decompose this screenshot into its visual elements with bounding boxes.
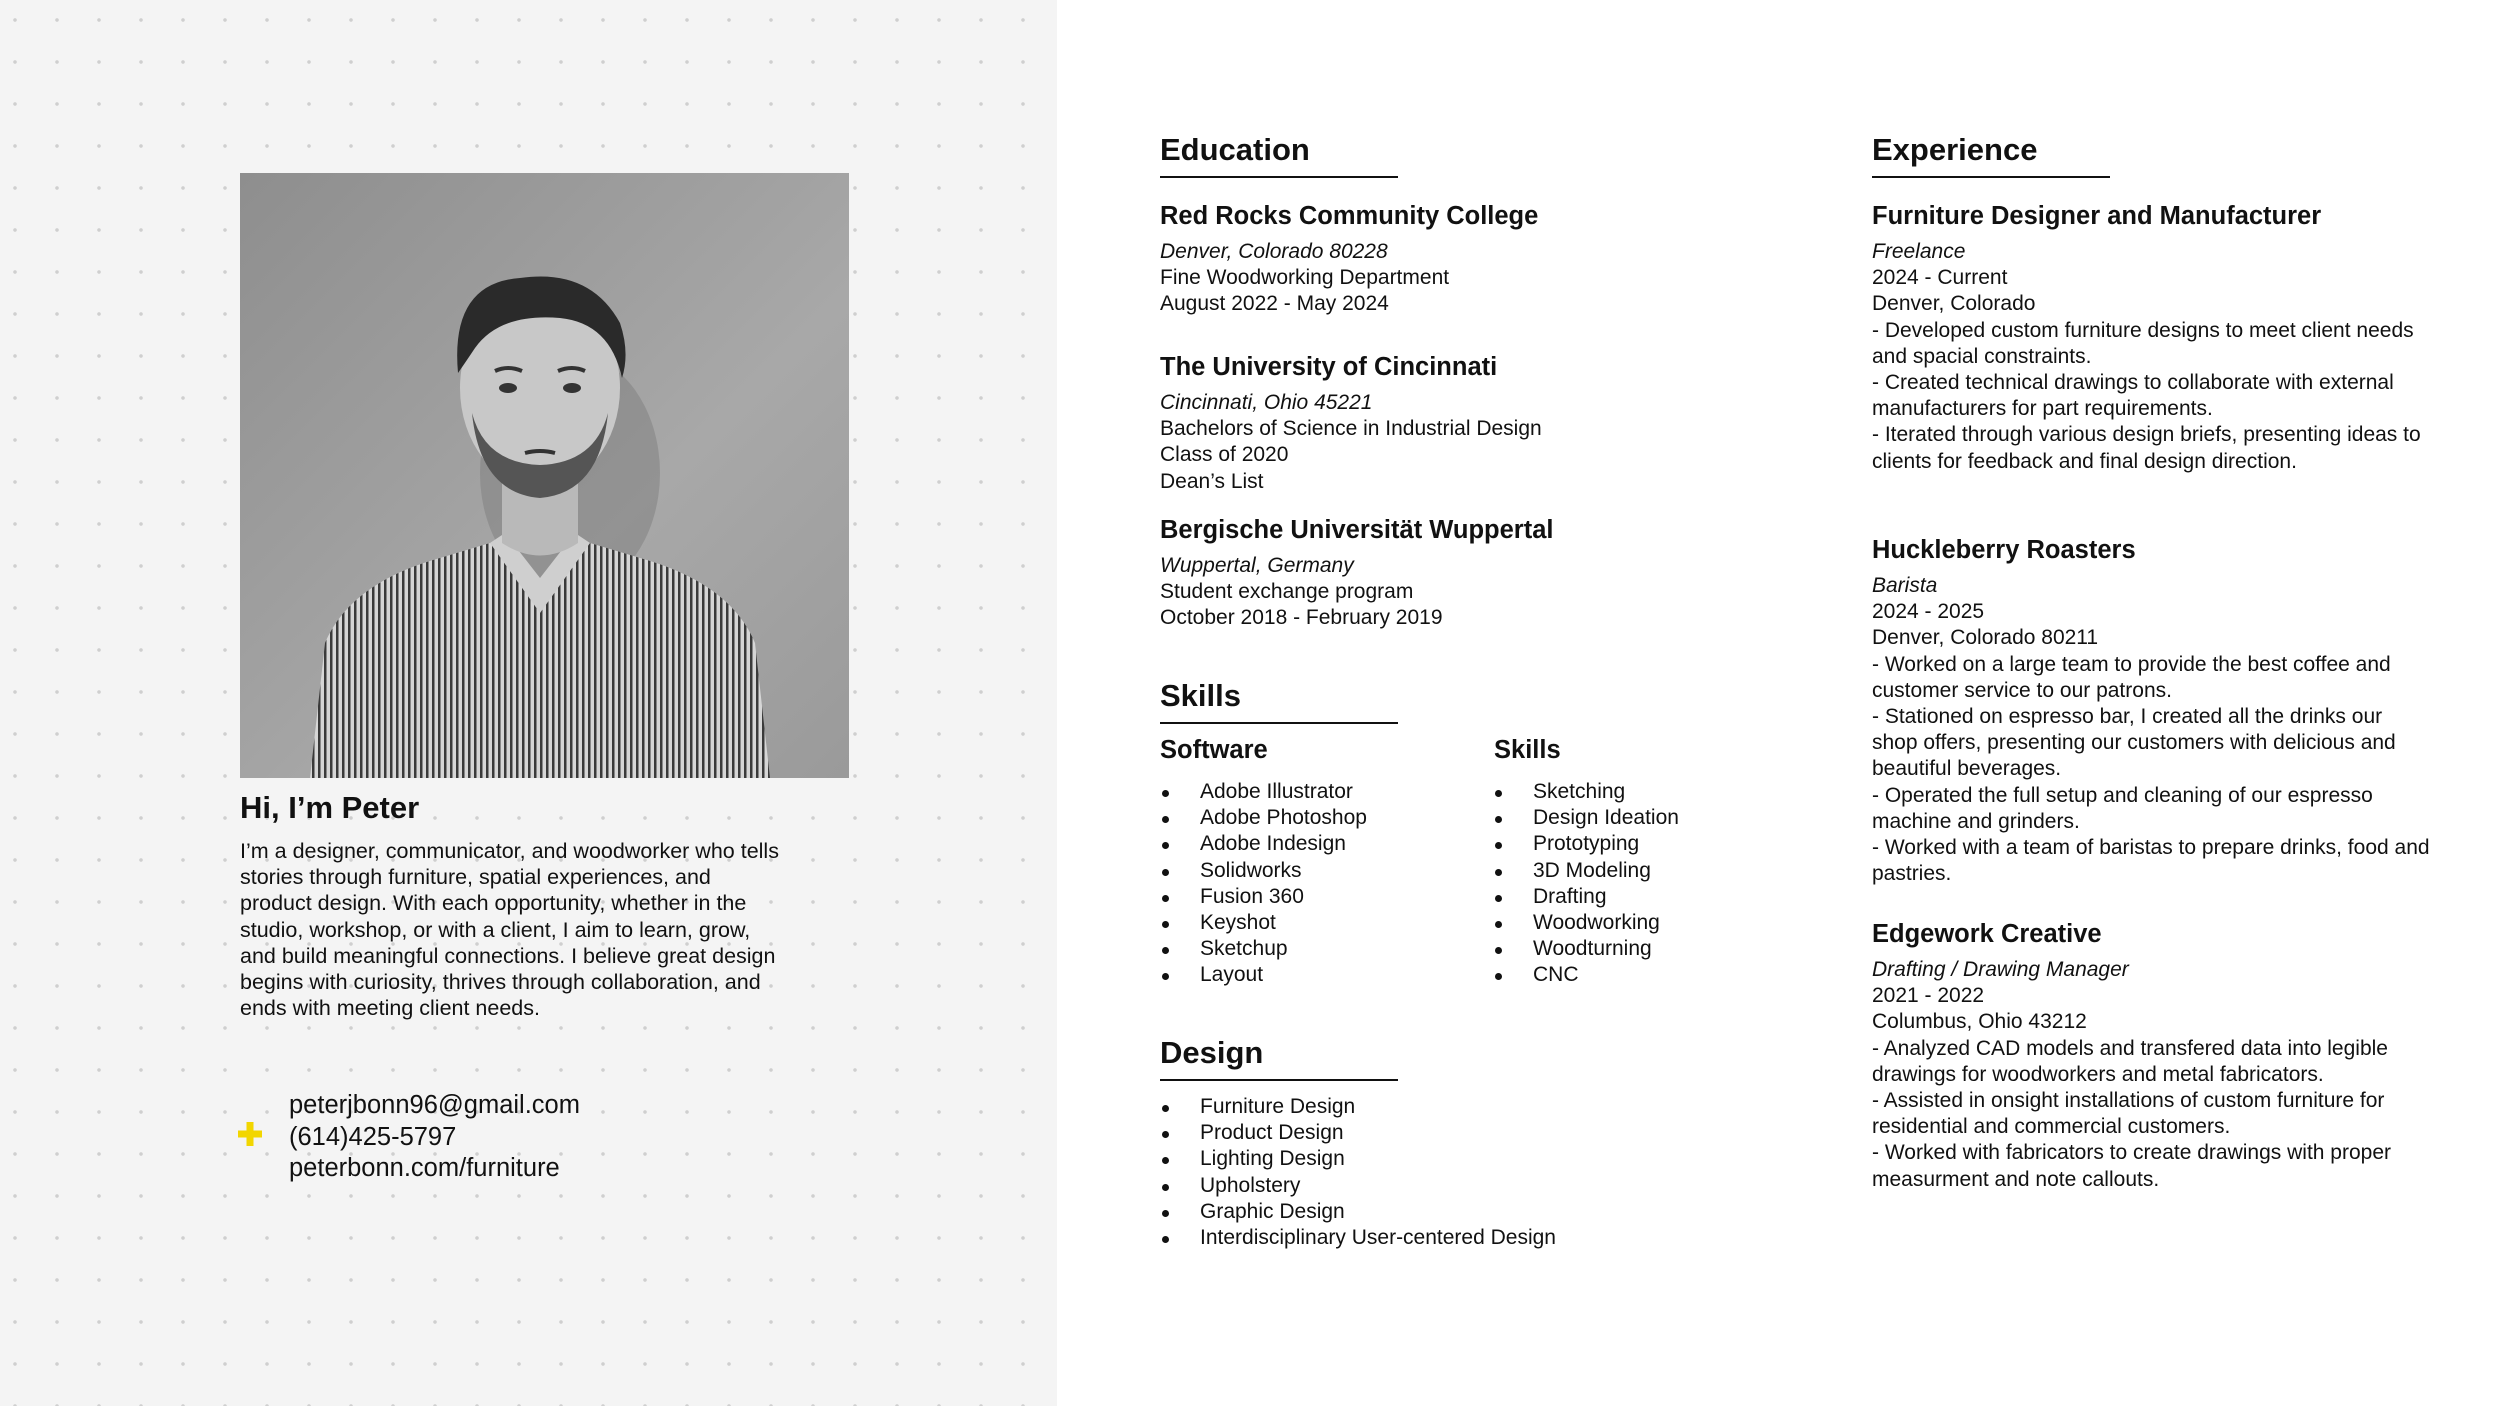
- education-detail: Bachelors of Science in Industrial Design: [1160, 417, 1542, 441]
- job-location: Denver, Colorado 80211: [1872, 626, 2099, 650]
- list-item: Keyshot: [1160, 910, 1367, 936]
- job-role: Freelance: [1872, 240, 1966, 263]
- plus-icon: [236, 1120, 264, 1148]
- design-heading: Design: [1160, 1035, 1398, 1081]
- list-item: Fusion 360: [1160, 884, 1367, 910]
- portrait-photo: [240, 173, 849, 778]
- school-location: Cincinnati, Ohio 45221: [1160, 391, 1373, 414]
- list-item: Lighting Design: [1160, 1146, 1556, 1172]
- list-item: Adobe Indesign: [1160, 831, 1367, 857]
- job-bullet: - Worked on a large team to provide the best coffee and customer service to our patrons.: [1872, 652, 2391, 702]
- education-detail: Student exchange program: [1160, 580, 1414, 604]
- experience-entry: [1872, 920, 2432, 1193]
- skills-heading: Skills: [1160, 678, 1398, 724]
- software-subheading: Software: [1160, 736, 1268, 764]
- job-dates: 2021 - 2022: [1872, 984, 1985, 1008]
- job-bullet: - Stationed on espresso bar, I created all the drinks our shop offers, presenting our customers with delicious and beautiful beverages.: [1872, 705, 2396, 781]
- list-item: Adobe Illustrator: [1160, 779, 1367, 805]
- skills-list: [1493, 779, 1679, 989]
- list-item: Woodturning: [1493, 936, 1679, 962]
- school-location: Wuppertal, Germany: [1160, 554, 1354, 577]
- list-item: Graphic Design: [1160, 1199, 1556, 1225]
- job-dates: 2024 - 2025: [1872, 600, 1985, 624]
- education-detail: Fine Woodworking Department: [1160, 266, 1450, 290]
- list-item: Prototyping: [1493, 831, 1679, 857]
- list-item: Woodworking: [1493, 910, 1679, 936]
- skills-subheading: Skills: [1494, 736, 1561, 764]
- greeting-heading: Hi, I’m Peter: [240, 790, 420, 825]
- education-detail: Class of 2020: [1160, 443, 1289, 467]
- company-name: Furniture Designer and Manufacturer: [1872, 202, 2322, 230]
- list-item: Furniture Design: [1160, 1094, 1556, 1120]
- list-item: CNC: [1493, 962, 1679, 988]
- list-item: Upholstery: [1160, 1173, 1556, 1199]
- list-item: Product Design: [1160, 1120, 1556, 1146]
- education-detail: Dean’s List: [1160, 469, 1264, 493]
- experience-entry: [1872, 536, 2432, 887]
- education-entry: [1160, 516, 1680, 632]
- school-name: Bergische Universität Wuppertal: [1160, 516, 1554, 544]
- list-item: Layout: [1160, 962, 1367, 988]
- job-bullet: - Assisted in onsight installations of custom furniture for residential and commercial customers.: [1872, 1089, 2385, 1139]
- education-detail: October 2018 - February 2019: [1160, 606, 1443, 630]
- job-bullet: - Created technical drawings to collaborate with external manufacturers for part requirements.: [1872, 371, 2394, 421]
- website-link[interactable]: peterbonn.com/furniture: [289, 1154, 560, 1182]
- design-list: [1160, 1094, 1556, 1251]
- portrait-image: [240, 173, 849, 778]
- list-item: 3D Modeling: [1493, 858, 1679, 884]
- bio-paragraph: I’m a designer, communicator, and woodworker who tells stories through furniture, spatial experiences, and product design. With each opportunity, whether in the studio, workshop, or with a client, I aim to learn, grow, and build meaningful connections. I believe great design begins with curiosity, thrives through collaboration, and ends with meeting client needs.: [240, 839, 779, 1021]
- list-item: Sketching: [1493, 779, 1679, 805]
- list-item: Interdisciplinary User-centered Design: [1160, 1225, 1556, 1251]
- school-location: Denver, Colorado 80228: [1160, 240, 1388, 263]
- school-name: The University of Cincinnati: [1160, 353, 1498, 381]
- company-name: Huckleberry Roasters: [1872, 536, 2136, 564]
- job-role: Barista: [1872, 574, 1938, 597]
- job-location: Columbus, Ohio 43212: [1872, 1010, 2087, 1034]
- experience-entry: [1872, 202, 2432, 475]
- job-bullet: - Developed custom furniture designs to meet client needs and spacial constraints.: [1872, 318, 2414, 368]
- list-item: Sketchup: [1160, 936, 1367, 962]
- job-bullet: - Worked with fabricators to create drawings with proper measurment and note callouts.: [1872, 1141, 2391, 1191]
- job-dates: 2024 - Current: [1872, 266, 2008, 290]
- education-entry: [1160, 202, 1680, 318]
- software-list: [1160, 779, 1367, 989]
- contact-block: [289, 1090, 580, 1185]
- company-name: Edgework Creative: [1872, 920, 2102, 948]
- experience-heading: Experience: [1872, 132, 2110, 178]
- education-detail: August 2022 - May 2024: [1160, 292, 1389, 316]
- job-bullet: - Worked with a team of baristas to prepare drinks, food and pastries.: [1872, 836, 2430, 886]
- education-heading: Education: [1160, 132, 1398, 178]
- list-item: Design Ideation: [1493, 805, 1679, 831]
- phone-link[interactable]: (614)425-5797: [289, 1122, 457, 1151]
- job-bullet: - Iterated through various design briefs, presenting ideas to clients for feedback and final design direction.: [1872, 423, 2421, 473]
- job-bullet: - Operated the full setup and cleaning of our espresso machine and grinders.: [1872, 783, 2373, 833]
- list-item: Drafting: [1493, 884, 1679, 910]
- list-item: Adobe Photoshop: [1160, 805, 1367, 831]
- job-role: Drafting / Drawing Manager: [1872, 958, 2129, 981]
- email-link[interactable]: peterjbonn96@gmail.com: [289, 1091, 580, 1119]
- job-location: Denver, Colorado: [1872, 292, 2036, 316]
- list-item: Solidworks: [1160, 858, 1367, 884]
- education-entry: [1160, 353, 1680, 495]
- school-name: Red Rocks Community College: [1160, 202, 1539, 230]
- job-bullet: - Analyzed CAD models and transfered data into legible drawings for woodworkers and metal fabricators.: [1872, 1036, 2388, 1086]
